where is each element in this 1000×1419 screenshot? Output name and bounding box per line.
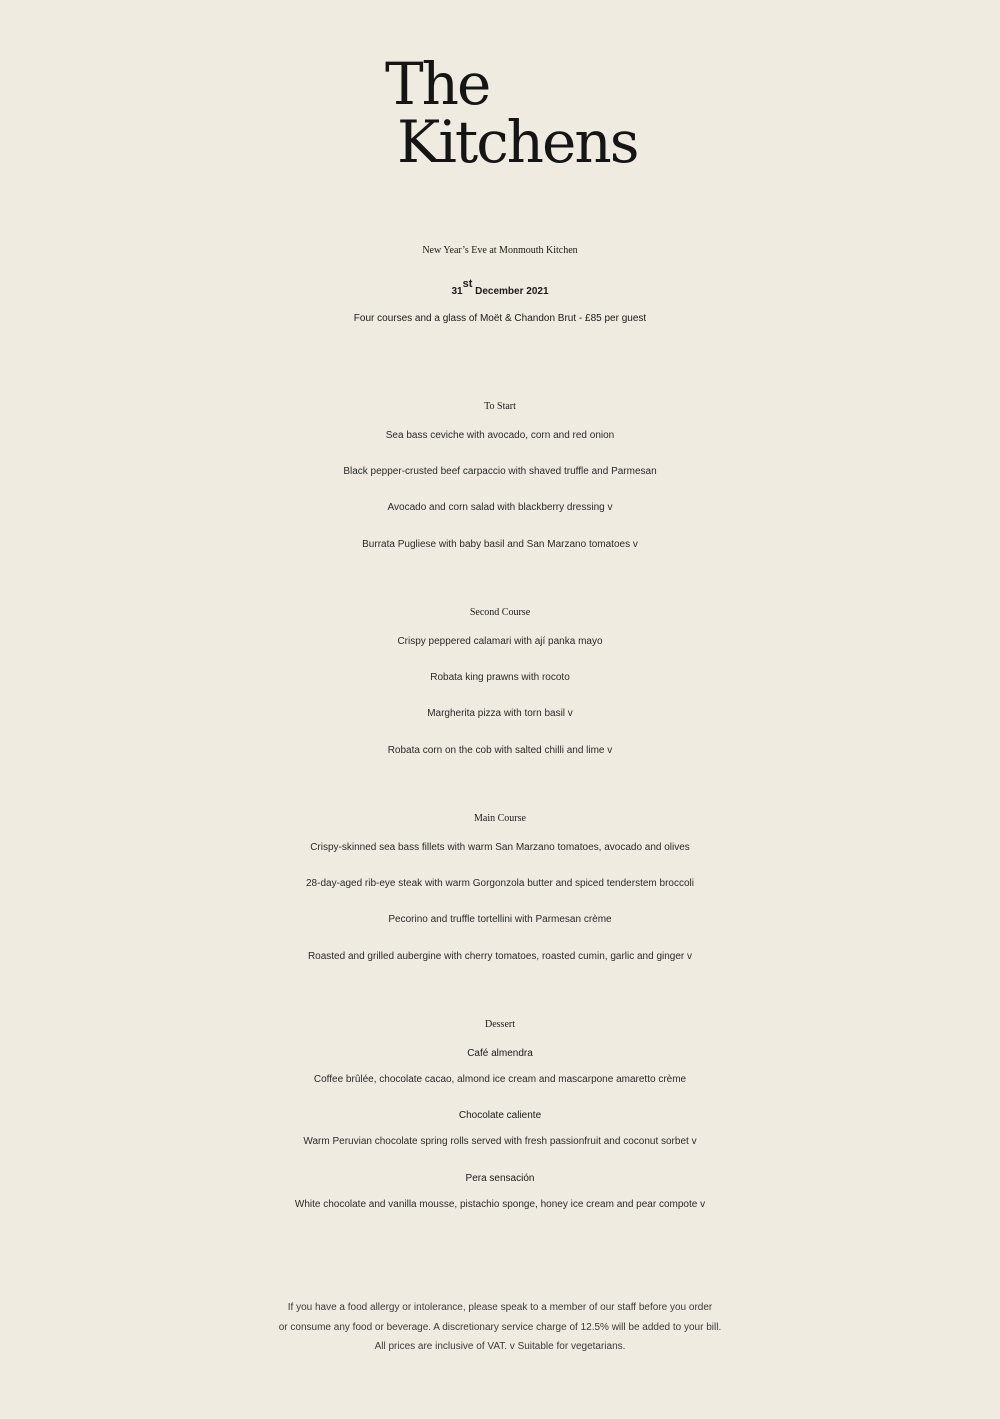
footer-allergy-line: If you have a food allergy or intolerance, please speak to a member of our staff before you order: [287, 1302, 713, 1313]
dessert-name: Café almendra: [467, 1048, 533, 1059]
logo-line-1: The: [385, 50, 490, 118]
section-title-dessert: Dessert: [485, 1019, 515, 1030]
date-suffix: st: [462, 278, 473, 290]
section-title-second-course: Second Course: [469, 607, 531, 618]
menu-item: Pecorino and truffle tortellini with Parmesan crème: [388, 914, 612, 925]
section-title-main-course: Main Course: [474, 813, 526, 824]
menu-item: Avocado and corn salad with blackberry dressing v: [387, 502, 613, 513]
footer-vat-line: All prices are inclusive of VAT. v Suitable for vegetarians.: [374, 1341, 626, 1352]
event-title: New Year’s Eve at Monmouth Kitchen: [422, 245, 578, 256]
menu-item: 28-day-aged rib-eye steak with warm Gorgonzola butter and spiced tenderstem broccoli: [306, 878, 694, 889]
event-offer: Four courses and a glass of Moët & Chandon Brut - £85 per guest: [353, 313, 647, 324]
restaurant-logo: [385, 50, 638, 176]
footer-service-charge-line: or consume any food or beverage. A discretionary service charge of 12.5% will be added to your bill.: [278, 1322, 722, 1333]
section-title-to-start: To Start: [484, 401, 516, 412]
event-date: [0, 280, 1000, 304]
dessert-description: White chocolate and vanilla mousse, pistachio sponge, honey ice cream and pear compote v: [294, 1199, 706, 1210]
date-rest: December 2021: [472, 286, 549, 297]
menu-item: Roasted and grilled aubergine with cherry tomatoes, roasted cumin, garlic and ginger v: [307, 951, 693, 962]
menu-item: Sea bass ceviche with avocado, corn and red onion: [385, 430, 615, 441]
menu-item: Crispy-skinned sea bass fillets with warm San Marzano tomatoes, avocado and olives: [310, 842, 690, 853]
menu-item: Margherita pizza with torn basil v: [427, 708, 573, 719]
date-day: 31: [451, 286, 463, 297]
menu-item: Robata king prawns with rocoto: [430, 672, 570, 683]
menu-item: Black pepper-crusted beef carpaccio with shaved truffle and Parmesan: [343, 466, 657, 477]
menu-item: Burrata Pugliese with baby basil and San Marzano tomatoes v: [362, 539, 638, 550]
menu-item: Robata corn on the cob with salted chilli and lime v: [387, 745, 613, 756]
menu-item: Crispy peppered calamari with ají panka mayo: [397, 636, 603, 647]
dessert-description: Warm Peruvian chocolate spring rolls served with fresh passionfruit and coconut sorbet v: [303, 1136, 697, 1147]
dessert-description: Coffee brûlée, chocolate cacao, almond ice cream and mascarpone amaretto crème: [313, 1074, 687, 1085]
logo-line-2: Kitchens: [397, 108, 638, 176]
dessert-name: Chocolate caliente: [458, 1110, 542, 1121]
dessert-name: Pera sensación: [465, 1173, 535, 1184]
